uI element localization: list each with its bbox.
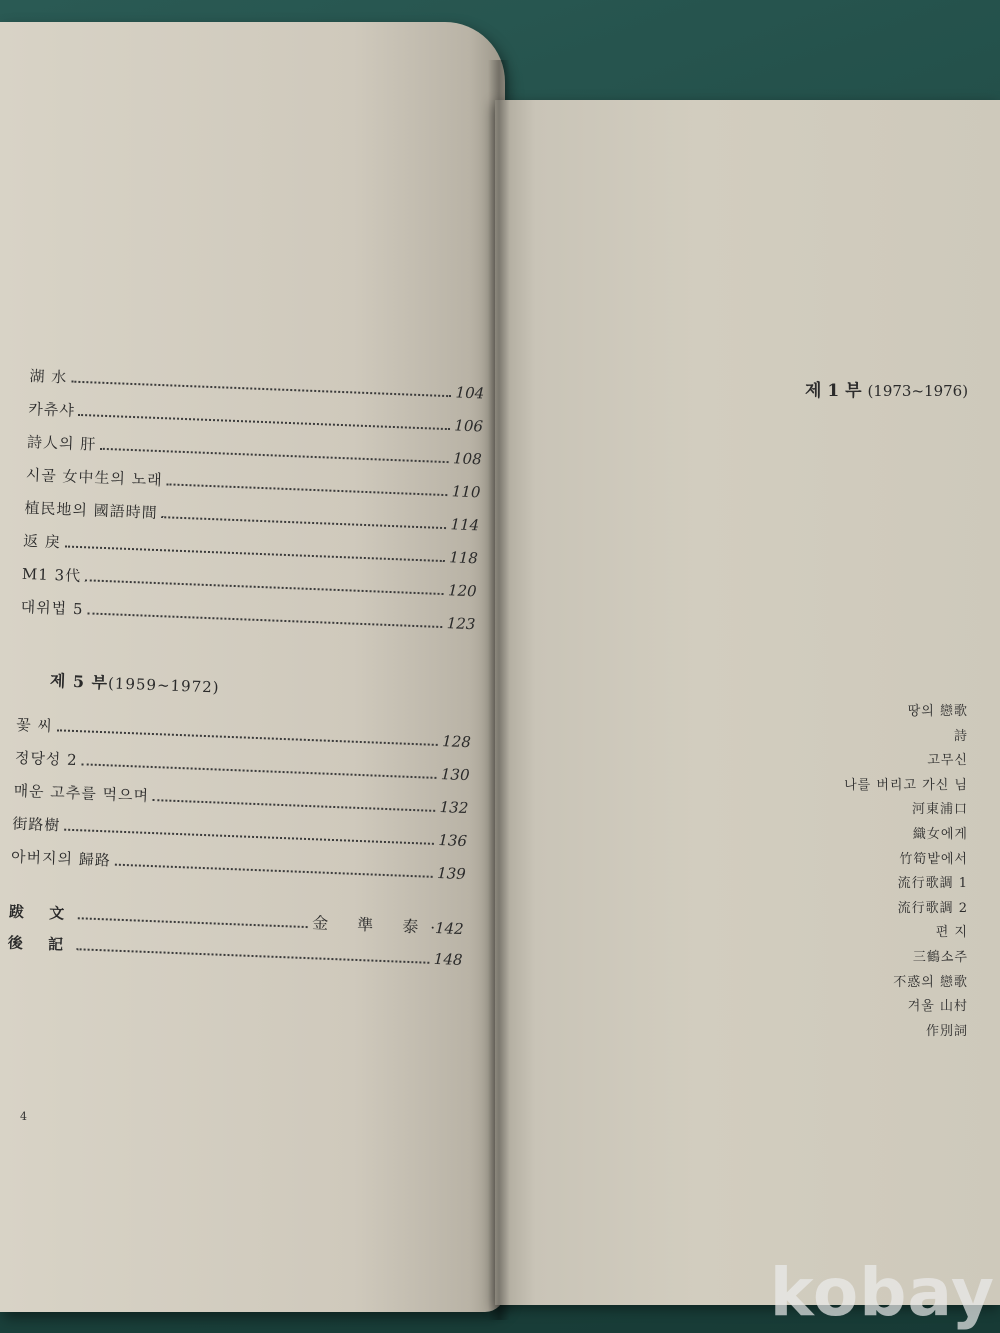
toc-page-number: 130 bbox=[440, 765, 470, 785]
poem-title: 流行歌調 2 bbox=[897, 900, 968, 916]
poem-title: 流行歌調 1 bbox=[897, 876, 968, 892]
part1-poem-list bbox=[708, 700, 968, 1044]
part1-range: (1973~1976) bbox=[867, 382, 969, 400]
poem-title: 織女에게 bbox=[912, 826, 968, 842]
toc-page-number: 142 bbox=[434, 918, 465, 939]
toc-page-number: 139 bbox=[436, 864, 467, 884]
poem-title: 三鶴소주 bbox=[912, 949, 968, 965]
separator-dot: · bbox=[429, 918, 436, 937]
toc-leader-dots bbox=[115, 863, 434, 878]
toc-title: M1 3代 bbox=[21, 564, 82, 586]
toc-page-number: 106 bbox=[454, 416, 484, 436]
toc-leader-dots bbox=[166, 482, 447, 496]
toc-title: 返 戾 bbox=[22, 531, 62, 552]
poem-title: 고무신 bbox=[927, 753, 968, 769]
poem-title: 겨울 山村 bbox=[907, 999, 968, 1015]
toc-leader-dots bbox=[77, 947, 430, 964]
part5-range: (1959~1972) bbox=[107, 674, 220, 697]
poem-title: 竹筍밭에서 bbox=[899, 851, 968, 867]
toc-leader-dots bbox=[78, 916, 308, 928]
toc-title: 街路樹 bbox=[12, 814, 61, 835]
poem-title: 편 지 bbox=[935, 925, 968, 941]
toc-page-number: 118 bbox=[448, 548, 479, 568]
poem-title: 作別詞 bbox=[925, 1023, 968, 1039]
toc-title: 대위법 5 bbox=[20, 597, 84, 619]
toc-author: 金 準 泰 bbox=[311, 913, 431, 937]
toc-leader-dots bbox=[85, 578, 444, 595]
toc-page-number: 110 bbox=[451, 482, 481, 502]
book-gutter bbox=[488, 60, 510, 1320]
toc-title: 꽃 씨 bbox=[15, 715, 54, 736]
toc-leader-dots bbox=[64, 828, 434, 845]
toc-page-number: 132 bbox=[439, 798, 469, 818]
page-number: 4 bbox=[20, 1110, 27, 1123]
toc-title: 跋 文 bbox=[8, 902, 75, 924]
poem-title: 不惑의 戀歌 bbox=[893, 974, 968, 990]
poem-title: 땅의 戀歌 bbox=[907, 704, 968, 719]
toc-page-number: 123 bbox=[446, 614, 476, 634]
part1-label: 제 1 부 bbox=[805, 381, 862, 401]
poem-title: 河東浦口 bbox=[911, 802, 968, 818]
toc-leader-dots bbox=[71, 380, 451, 398]
toc-page-number: 148 bbox=[433, 949, 463, 970]
toc-leader-dots bbox=[153, 798, 436, 812]
toc-page-number: 114 bbox=[450, 515, 480, 535]
table-of-contents bbox=[7, 365, 485, 982]
toc-leader-dots bbox=[81, 762, 436, 779]
toc-title: 카츄샤 bbox=[27, 399, 76, 420]
toc-page-number: 120 bbox=[447, 581, 477, 601]
toc-title: 後 記 bbox=[7, 933, 74, 955]
toc-page-number: 108 bbox=[452, 449, 483, 469]
toc-title: 시골 女中生의 노래 bbox=[25, 465, 164, 490]
poem-title: 나를 버리고 가신 님 bbox=[844, 777, 968, 793]
toc-title: 매운 고추를 먹으며 bbox=[13, 781, 150, 805]
toc-page-number: 136 bbox=[438, 831, 468, 851]
toc-title: 湖 水 bbox=[29, 366, 68, 387]
toc-leader-dots bbox=[87, 611, 442, 628]
part4-list bbox=[20, 365, 485, 646]
watermark-logo: kobay bbox=[769, 1254, 995, 1331]
toc-leader-dots bbox=[161, 515, 446, 529]
part1-heading bbox=[805, 376, 968, 401]
toc-leader-dots bbox=[79, 413, 451, 430]
toc-title: 정당성 2 bbox=[14, 748, 79, 770]
toc-leader-dots bbox=[57, 728, 438, 746]
toc-title: 植民地의 國語時間 bbox=[24, 498, 159, 523]
toc-title: 詩人의 肝 bbox=[26, 432, 97, 454]
toc-title: 아버지의 歸路 bbox=[10, 847, 112, 870]
part5-label: 제 5 부 bbox=[49, 671, 109, 693]
toc-page-number: 104 bbox=[455, 383, 485, 403]
toc-leader-dots bbox=[65, 544, 445, 562]
toc-page-number: 128 bbox=[441, 732, 472, 752]
toc-leader-dots bbox=[100, 447, 449, 463]
part5-heading bbox=[50, 668, 474, 707]
part5-list bbox=[10, 714, 471, 896]
poem-title: 詩 bbox=[953, 728, 968, 744]
